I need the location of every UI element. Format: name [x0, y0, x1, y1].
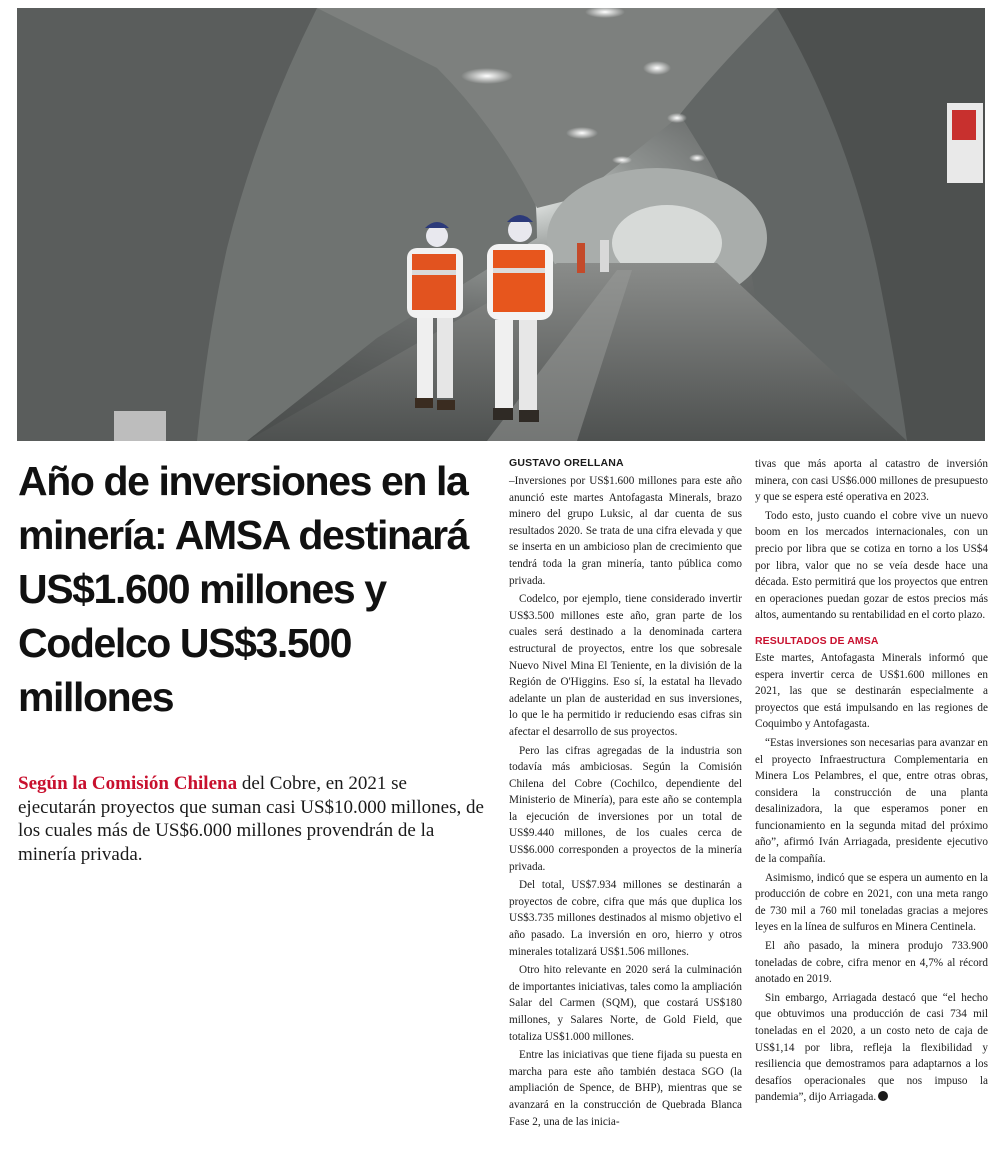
lead-paragraph: [18, 772, 488, 866]
paragraph: tivas que más aporta al catastro de inversión minera, con casi US$6.000 millones de presupuesto y que se espera esté operativa en 2023.: [755, 458, 988, 504]
section-subhead: RESULTADOS DE AMSA: [755, 634, 879, 647]
paragraph: Todo esto, justo cuando el cobre vive un nuevo boom en los mercados internacionales, con un precio por libra que se cotiza en torno a los US$4 por libra, valor que no se veía desde hace una década. Esto permitirá que los proyectos que entren en operaciones puedan gozar de estos precios más altos, aumentando su rentabilidad en el corto plazo.: [755, 509, 988, 622]
article-photo: [17, 8, 985, 441]
paragraph: Entre las iniciativas que tiene fijada su puesta en marcha para este año también destaca SGO (la ampliación de Spence, de BHP), mientras que se avanzará en la construcción de Quebrada Blanca Fase 2, una de las inicia-: [509, 1049, 742, 1128]
paragraph: –Inversiones por US$1.600 millones para este año anunció este martes Antofagasta Minerals, brazo minero del grupo Luksic, al dar cuenta de sus resultados 2020. Se trata de una cifra elevada y que se inserta en un ambicioso plan de crecimiento que tendrá toda la gran minería, tanto pública como privada.: [509, 475, 742, 587]
mine-tunnel-illustration: [17, 8, 985, 441]
byline: GUSTAVO ORELLANA: [509, 457, 624, 469]
paragraph: “Estas inversiones son necesarias para avanzar en el proyecto Infraestructura Complementaria en Minera Los Pelambres, el que, entre otras obras, considera la construcción de una planta desalinizadora, la que esperamos poner en funcionamiento en la segunda mitad del próximo año”, afirmó Iván Arriagada, presidente ejecutivo de la compañía.: [755, 736, 988, 866]
paragraph: Otro hito relevante en 2020 será la culminación de importantes iniciativas, tales como la ampliación Salar del Carmen (SQM), que costará US$180 millones, y Salares Norte, de Gold Field, que totaliza US$1.000 millones.: [509, 964, 742, 1043]
paragraph-text: Sin embargo, Arriagada destacó que “el hecho que obtuvimos una producción de casi 734 mil toneladas en el 2020, a un costo neto de caja de US$1,14 por libra, refleja la flexibilidad y resiliencia que demostramos para adaptarnos a los desafíos operacionales que nos impuso la pandemia”, dijo Arriagada.: [755, 991, 988, 1104]
paragraph: Del total, US$7.934 millones se destinarán a proyectos de cobre, cifra que más que duplica los US$3.735 millones destinados al mismo objetivo el año pasado. La inversión en oro, hierro y otros minerales totalizará US$1.506 millones.: [509, 879, 742, 958]
headline: Año de inversiones en la minería: AMSA destinará US$1.600 millones y Codelco US$3.500 millones: [18, 458, 469, 720]
paragraph: Codelco, por ejemplo, tiene considerado invertir US$3.500 millones este año, gran parte de los cuales será destinado a la denominada cartera estructural de proyectos, entre los que sobresale Nuevo Nivel Mina El Teniente, en la división de la Región de O'Higgins. Eso sí, la estatal ha llevado adelante un plan de austeridad en sus inversiones, lo que le ha permitido ir reduciendo esas cifras sin afectar el desarrollo de sus proyectos.: [509, 593, 742, 738]
end-mark-icon: [878, 1091, 888, 1101]
body-column-1: [509, 456, 742, 1132]
paragraph: Pero las cifras agregadas de la industria son todavía más ambiciosas. Según la Comisión Chilena del Cobre (Cochilco, dependiente del Ministerio de Minería), para este año se contempla la ejecución de inversiones por un total de US$9.440 millones, de los cuales cerca de US$6.000 corresponden a proyectos de la minería privada.: [509, 744, 742, 873]
paragraph: Asimismo, indicó que se espera un aumento en la producción de cobre en 2021, con una meta rango de 730 mil a 760 mil toneladas gracias a mejores leyes en la línea de sulfuros en Minera Centinela.: [755, 871, 988, 934]
paragraph-final: [755, 990, 988, 1106]
paragraph: El año pasado, la minera produjo 733.900 toneladas de cobre, cifra menor en 4,7% al récord anotado en 2019.: [755, 940, 988, 986]
lead-highlight: Según la Comisión Chilena: [18, 773, 238, 794]
body-column-2: [755, 456, 988, 1108]
paragraph: Este martes, Antofagasta Minerals informó que espera invertir cerca de US$1.600 millones en 2021, las que se destinarán especialmente a proyectos que está impulsando en las regiones de Coquimbo y Antofagasta.: [755, 651, 988, 731]
lead-text: del Cobre, en 2021 se ejecutarán proyectos que suman casi US$10.000 millones, de los cuales más de US$6.000 millones provendrán de la minería privada.: [18, 773, 484, 865]
